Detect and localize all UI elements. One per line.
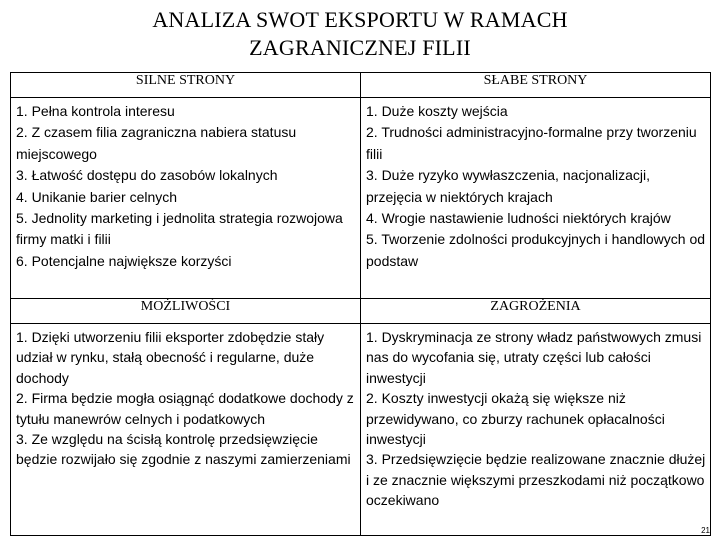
page-title xyxy=(0,6,720,62)
strength-item: 5. Jednolity marketing i jednolita strategia rozwojowa firmy matki i filii xyxy=(16,210,343,248)
strength-item: 3. Łatwość dostępu do zasobów lokalnych xyxy=(16,167,278,184)
strengths-cell xyxy=(11,98,361,299)
threats-cell xyxy=(361,324,711,536)
weakness-item: 4. Wrogie nastawienie ludności niektórych krajów xyxy=(366,210,671,227)
header-row-bottom xyxy=(11,299,711,324)
weakness-item: 1. Duże koszty wejścia xyxy=(366,103,508,119)
opportunity-item: 1. Dzięki utworzeniu filii eksporter zdobędzie stały udział w rynku, stałą obecność i regularne, duże dochody xyxy=(16,329,325,386)
opportunity-item: 3. Ze względu na ścisłą kontrolę przedsięwzięcie będzie rozwijało się zgodnie z naszymi zamierzeniami xyxy=(16,431,351,468)
weakness-item: 3. Duże ryzyko wywłaszczenia, nacjonalizacji, przejęcia w niektórych krajach xyxy=(366,167,650,205)
content-row-top xyxy=(11,98,711,299)
strengths-header: SILNE STRONY xyxy=(11,73,361,98)
strength-item: 6. Potencjalne największe korzyści xyxy=(16,252,232,269)
threat-item: 3. Przedsięwzięcie będzie realizowane znacznie dłużej i ze znacznie większymi przeszkodami niż początkowo oczekiwano xyxy=(366,451,706,509)
weaknesses-cell xyxy=(361,98,711,299)
header-row-top xyxy=(11,73,711,98)
title-line-2: ZAGRANICZNEJ FILII xyxy=(249,35,471,60)
strength-item: 2. Z czasem filia zagraniczna nabiera statusu miejscowego xyxy=(16,124,297,162)
title-line-1: ANALIZA SWOT EKSPORTU W RAMACH xyxy=(152,7,568,32)
weaknesses-header: SŁABE STRONY xyxy=(361,73,711,98)
content-row-bottom xyxy=(11,324,711,536)
weakness-item: 2. Trudności administracyjno-formalne przy tworzeniu filii xyxy=(366,124,697,162)
weakness-item: 5. Tworzenie zdolności produkcyjnych i handlowych od podstaw xyxy=(366,231,706,269)
opportunities-header: MOŻLIWOŚCI xyxy=(11,299,361,324)
threats-header: ZAGROŻENIA xyxy=(361,299,711,324)
opportunities-cell xyxy=(11,324,361,536)
swot-table xyxy=(10,72,711,536)
opportunity-item: 2. Firma będzie mogła osiągnąć dodatkowe dochody z tytułu manewrów celnych i podatkowych xyxy=(16,390,354,427)
threat-item: 2. Koszty inwestycji okażą się większe niż przewidywano, co zburzy rachunek opłacalności inwestycji xyxy=(366,390,665,448)
threat-item: 1. Dyskryminacja ze strony władz państwowych zmusi nas do wycofania się, utraty części lub całości inwestycji xyxy=(366,329,702,386)
strength-item: 4. Unikanie barier celnych xyxy=(16,188,178,205)
page-number: 21 xyxy=(701,526,710,535)
strength-item: 1. Pełna kontrola interesu xyxy=(16,103,175,119)
